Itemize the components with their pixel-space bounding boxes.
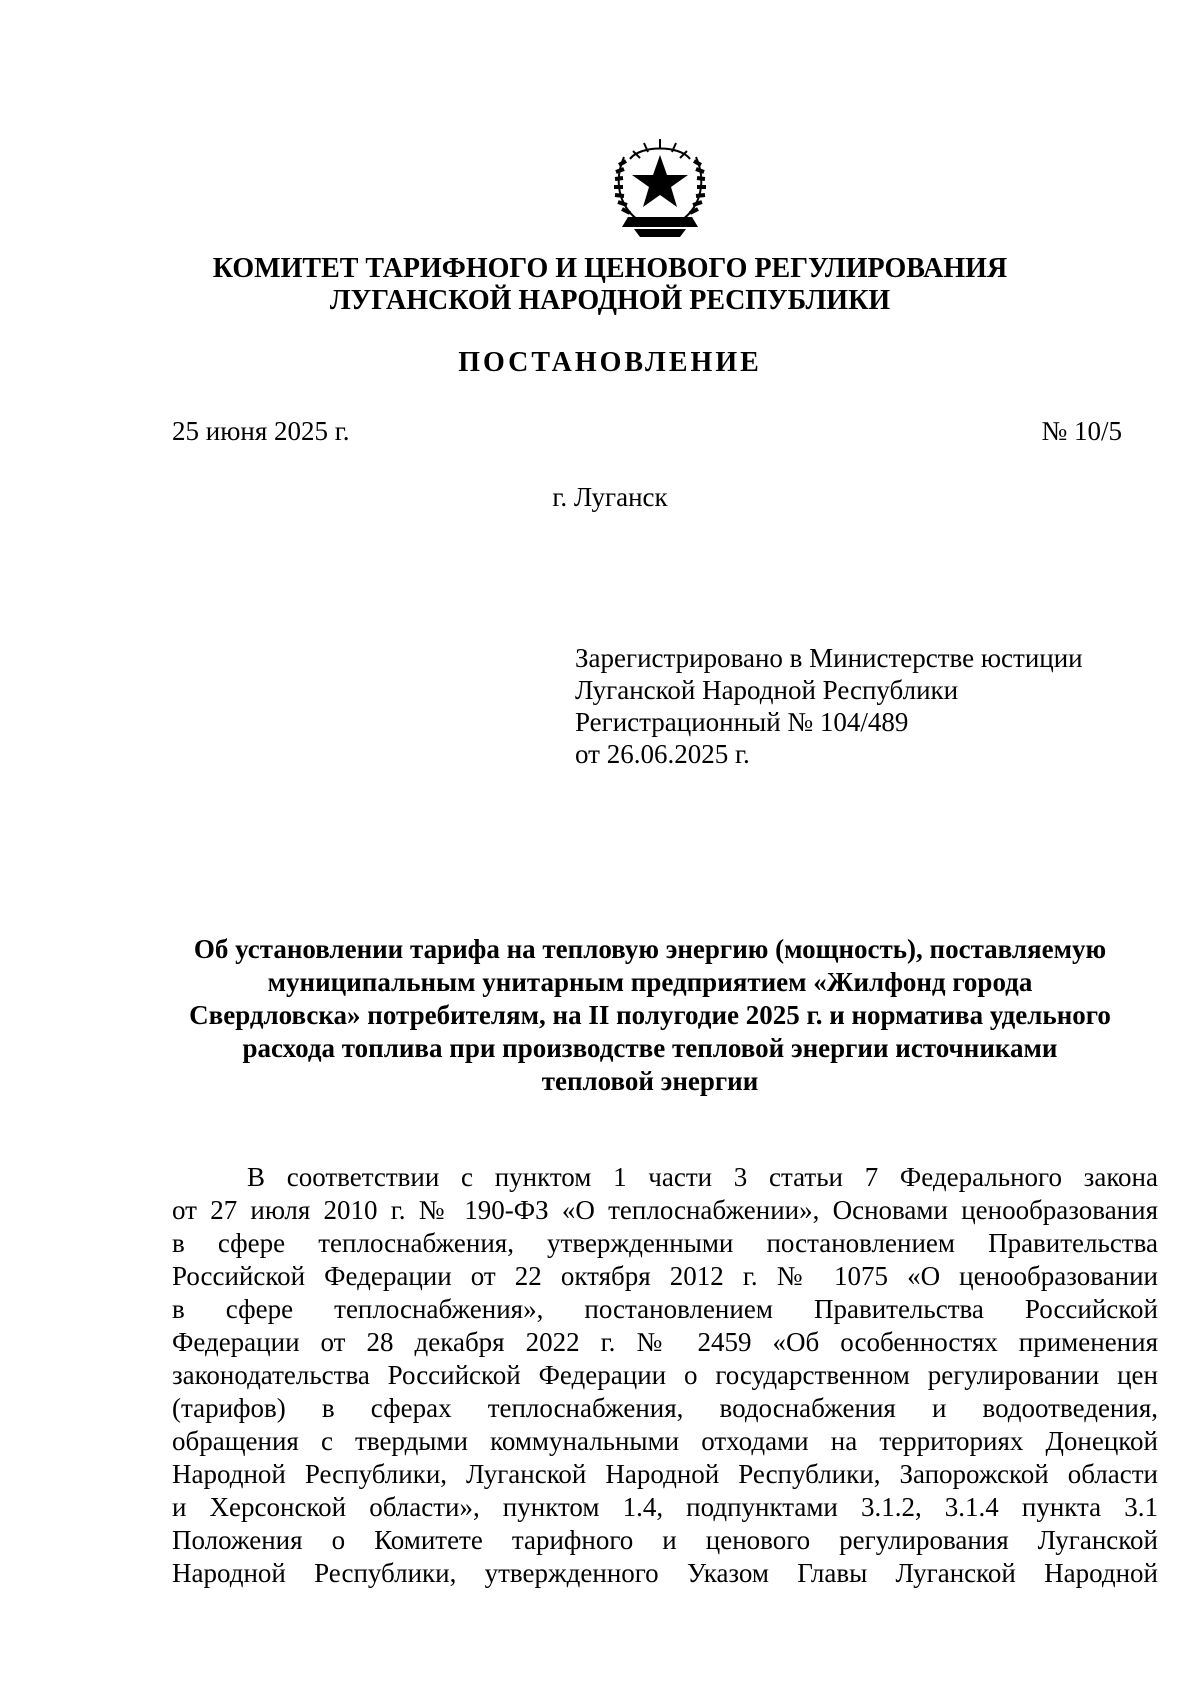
coat-of-arms-icon <box>600 125 720 245</box>
body-line: в сфере теплоснабжения, утвержденными постановлением Правительства <box>172 1228 1158 1258</box>
document-type: ПОСТАНОВЛЕНИЕ <box>458 347 762 378</box>
body-line: Федерации от 28 декабря 2022 г. № 2459 «Об особенностях применения <box>172 1327 1158 1357</box>
registration-block <box>575 642 1135 770</box>
body-line: и Херсонской области», пунктом 1.4, подпунктами 3.1.2, 3.1.4 пункта 3.1 <box>172 1492 1158 1522</box>
subject-line: муниципальным унитарным предприятием «Жилфонд города <box>267 967 1033 997</box>
body-line: Положения о Комитете тарифного и ценового регулирования Луганской <box>172 1525 1158 1555</box>
body-paragraph <box>172 1161 1158 1590</box>
body-line: законодательства Российской Федерации о государственном регулировании цен <box>172 1360 1158 1390</box>
document-city: г. Луганск <box>552 482 668 512</box>
subject-line: Свердловска» потребителям, на II полугодие 2025 г. и норматива удельного <box>189 1000 1111 1030</box>
body-line: (тарифов) в сферах теплоснабжения, водоснабжения и водоотведения, <box>172 1393 1158 1423</box>
document-subject <box>160 933 1140 1098</box>
subject-line: Об установлении тарифа на тепловую энергию (мощность), поставляемую <box>193 934 1107 964</box>
registration-line-2: Луганской Народной Республики <box>575 675 959 705</box>
subject-line: расхода топлива при производстве тепловой энергии источниками <box>242 1033 1058 1063</box>
body-line: от 27 июля 2010 г. № 190-ФЗ «О теплоснабжении», Основами ценообразования <box>172 1195 1158 1225</box>
registration-line-3: Регистрационный № 104/489 <box>575 707 909 737</box>
registration-line-1: Зарегистрировано в Министерстве юстиции <box>575 643 1083 673</box>
organization-name <box>150 253 1070 317</box>
body-line: Российской Федерации от 22 октября 2012 г. № 1075 «О ценообразовании <box>172 1261 1158 1291</box>
document-number: № 10/5 <box>1041 416 1122 446</box>
subject-line: тепловой энергии <box>541 1066 759 1096</box>
registration-line-4: от 26.06.2025 г. <box>575 739 750 769</box>
org-line-2: ЛУГАНСКОЙ НАРОДНОЙ РЕСПУБЛИКИ <box>329 285 891 316</box>
body-line: в сфере теплоснабжения», постановлением Правительства Российской <box>172 1294 1158 1324</box>
body-line: Народной Республики, утвержденного Указом Главы Луганской Народной <box>172 1558 1158 1588</box>
body-line: Народной Республики, Луганской Народной Республики, Запорожской области <box>172 1459 1158 1489</box>
body-line: В соответствии с пунктом 1 части 3 статьи 7 Федерального закона <box>247 1162 1158 1192</box>
document-date: 25 июня 2025 г. <box>172 416 350 446</box>
org-line-1: КОМИТЕТ ТАРИФНОГО И ЦЕНОВОГО РЕГУЛИРОВАНИЯ <box>212 253 1008 284</box>
body-line: обращения с твердыми коммунальными отходами на территориях Донецкой <box>172 1426 1158 1456</box>
